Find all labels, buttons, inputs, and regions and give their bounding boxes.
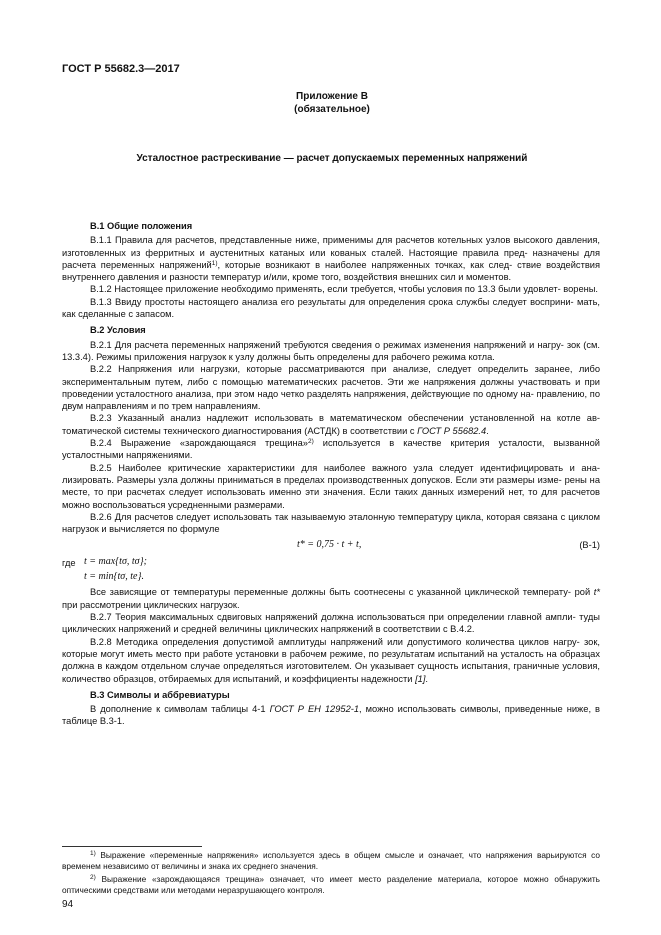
paragraph-b1-3: В.1.3 Ввиду простоты настоящего анализа его результаты для определения срока службы следует восприни- мать, как сделанные с запасом. xyxy=(62,296,600,320)
text-run: В.2.8 Методика определения допустимой амплитуды напряжений или допустимого количества циклов нагру- зок, которые могут иметь место при работе установки в рабочем режиме, по результатам испытаний на усталость на образцах должна в каждом отдельном случае определяться изготовителем. Он указывает сущность испытания, граничные условия, количество образцов, отбираемых для испытаний, и коэффициенты надежности xyxy=(62,636,600,684)
symbol: t* xyxy=(593,587,600,598)
footnote-text: Выражение «переменные напряжения» используется здесь в общем смысле и означает, что напряжения варьируются со временем независимо от величины и знака их среднего значения. xyxy=(62,850,600,871)
section-heading-b2: В.2 Условия xyxy=(90,325,146,336)
paragraph-b2-5: В.2.5 Наиболее критические характеристики для наиболее важного узла следует идентифицировать и ана- лизировать. Размеры узла должны приниматься в пределах производственных допусков. Если эти размеры изме- рены на месте, то при расчетах следует использовать именно эти значения. Если таких данных измерений нет, то для расчетов можно воспользоваться усредненными размерами. xyxy=(62,462,600,510)
standard-reference: ГОСТ Р ЕН 12952-1 xyxy=(269,704,360,715)
paragraph-b2-3 xyxy=(62,412,600,437)
where-expression-1: t = max{tσ, tσ}; xyxy=(84,556,147,568)
footnote-2 xyxy=(62,874,600,896)
formula-number: (В-1) xyxy=(579,540,600,551)
footnote-ref: 1) xyxy=(211,259,218,267)
text-run: В.2.3 Указанный анализ надлежит использовать в математическом обеспечении установленной на котле ав- томатической системы технического диагностирования (АСТДК) в соответствии с xyxy=(62,413,600,436)
text-run: , можно использовать символы, приведенные ниже, в таблице В.3-1. xyxy=(62,704,600,727)
text-run: . xyxy=(486,425,489,436)
formula-b1 xyxy=(62,539,600,553)
standard-reference: ГОСТ Р 55682.4 xyxy=(417,425,487,436)
paragraph-b1-1 xyxy=(62,234,600,283)
text-run: В.1.1 Правила для расчетов, представленные ниже, применимы для расчетов котельных узлов высокого давления, изготовленных из ферритных и аустенитных катаных или кованых сталей. Настоящие правила пред- назначены для расчета переменных напряжений xyxy=(62,235,600,270)
appendix-status: (обязательное) xyxy=(294,104,370,115)
formula-where-1 xyxy=(62,555,600,571)
paragraph-b2-6-cont xyxy=(62,586,600,611)
footnote-mark: 2) xyxy=(90,874,96,881)
footnote-separator xyxy=(62,846,202,847)
paragraph-b2-4 xyxy=(62,437,600,462)
footnote-1 xyxy=(62,850,600,872)
page-number: 94 xyxy=(62,899,74,910)
text-run: при рассмотрении циклических нагрузок. xyxy=(62,599,240,610)
paragraph-b1-2: В.1.2 Настоящее приложение необходимо применять, если требуется, чтобы условия по 13.3 были удовлет- ворены. xyxy=(90,284,599,295)
bibliography-reference: [1] xyxy=(415,673,426,684)
text-run: В.2.4 Выражение «зарождающаяся трещина» xyxy=(90,438,308,449)
where-label: где xyxy=(62,558,76,569)
where-expression-2: t = min{tσ, te}. xyxy=(84,571,144,583)
section-heading-b3: В.3 Символы и аббревиатуры xyxy=(90,689,230,700)
text-run: . xyxy=(425,673,428,684)
footnote-ref: 2) xyxy=(307,438,314,446)
text-run: используется в качестве критерия усталости, вызванной усталостными напряжениями. xyxy=(62,438,601,461)
body-text xyxy=(62,220,600,728)
main-title: Усталостное растрескивание — расчет допускаемых переменных напряжений xyxy=(136,153,528,164)
footnote-mark: 1) xyxy=(90,850,96,857)
section-heading-b1: В.1 Общие положения xyxy=(90,221,193,231)
formula-expression: t* = 0,75 · t + t, xyxy=(297,539,362,551)
paragraph-b2-8 xyxy=(62,636,600,685)
appendix-title: Приложение В xyxy=(296,91,368,102)
footnote-text: Выражение «зарождающаяся трещина» означает, что имеет место разделение материала, которое можно обнаружить оптическими средствами или методами неразрушающего контроля. xyxy=(62,874,600,895)
formula-where-2 xyxy=(62,571,600,586)
text-run: , которые возникают в наиболее напряженных точках, как след- ствие воздействия внутреннего давления и разности температур и/или, кроме того, воздействия внешних сил и моментов. xyxy=(62,259,600,283)
text-run: В дополнение к символам таблицы 4-1 xyxy=(90,704,270,715)
standard-header: ГОСТ Р 55682.3—2017 xyxy=(62,63,180,75)
text-run: Все зависящие от температуры переменные должны быть соотнесены с указанной циклической температу- рой xyxy=(90,587,594,598)
paragraph-b2-6: В.2.6 Для расчетов следует использовать так называемую эталонную температуру цикла, которая связана с циклом нагрузок и вычисляется по формуле xyxy=(62,511,600,535)
paragraph-b2-1: В.2.1 Для расчета переменных напряжений требуются сведения о режимах изменения напряжений и нагру- зок (см. 13.3.4). Режимы приложения нагрузок к узлу должны быть определены для рабочего режима котла. xyxy=(62,339,600,362)
paragraph-b2-7: В.2.7 Теория максимальных сдвиговых напряжений должна использоваться при определении главной ампли- туды циклических напряжений и средней величины циклических напряжений в соответствии с В.4.2. xyxy=(62,612,600,635)
paragraph-b3-1 xyxy=(62,703,600,728)
paragraph-b2-2: В.2.2 Напряжения или нагрузки, которые рассматриваются при анализе, следует определить заранее, либо экспериментальным путем, либо с помощью математических расчетов. Эти же напряжения должны участвовать и при проведении усталостного анализа, при этом надо четко разделять напряжения, действующие по одному на- правлению, по двум направлениям и по трем направлениям. xyxy=(62,364,600,412)
